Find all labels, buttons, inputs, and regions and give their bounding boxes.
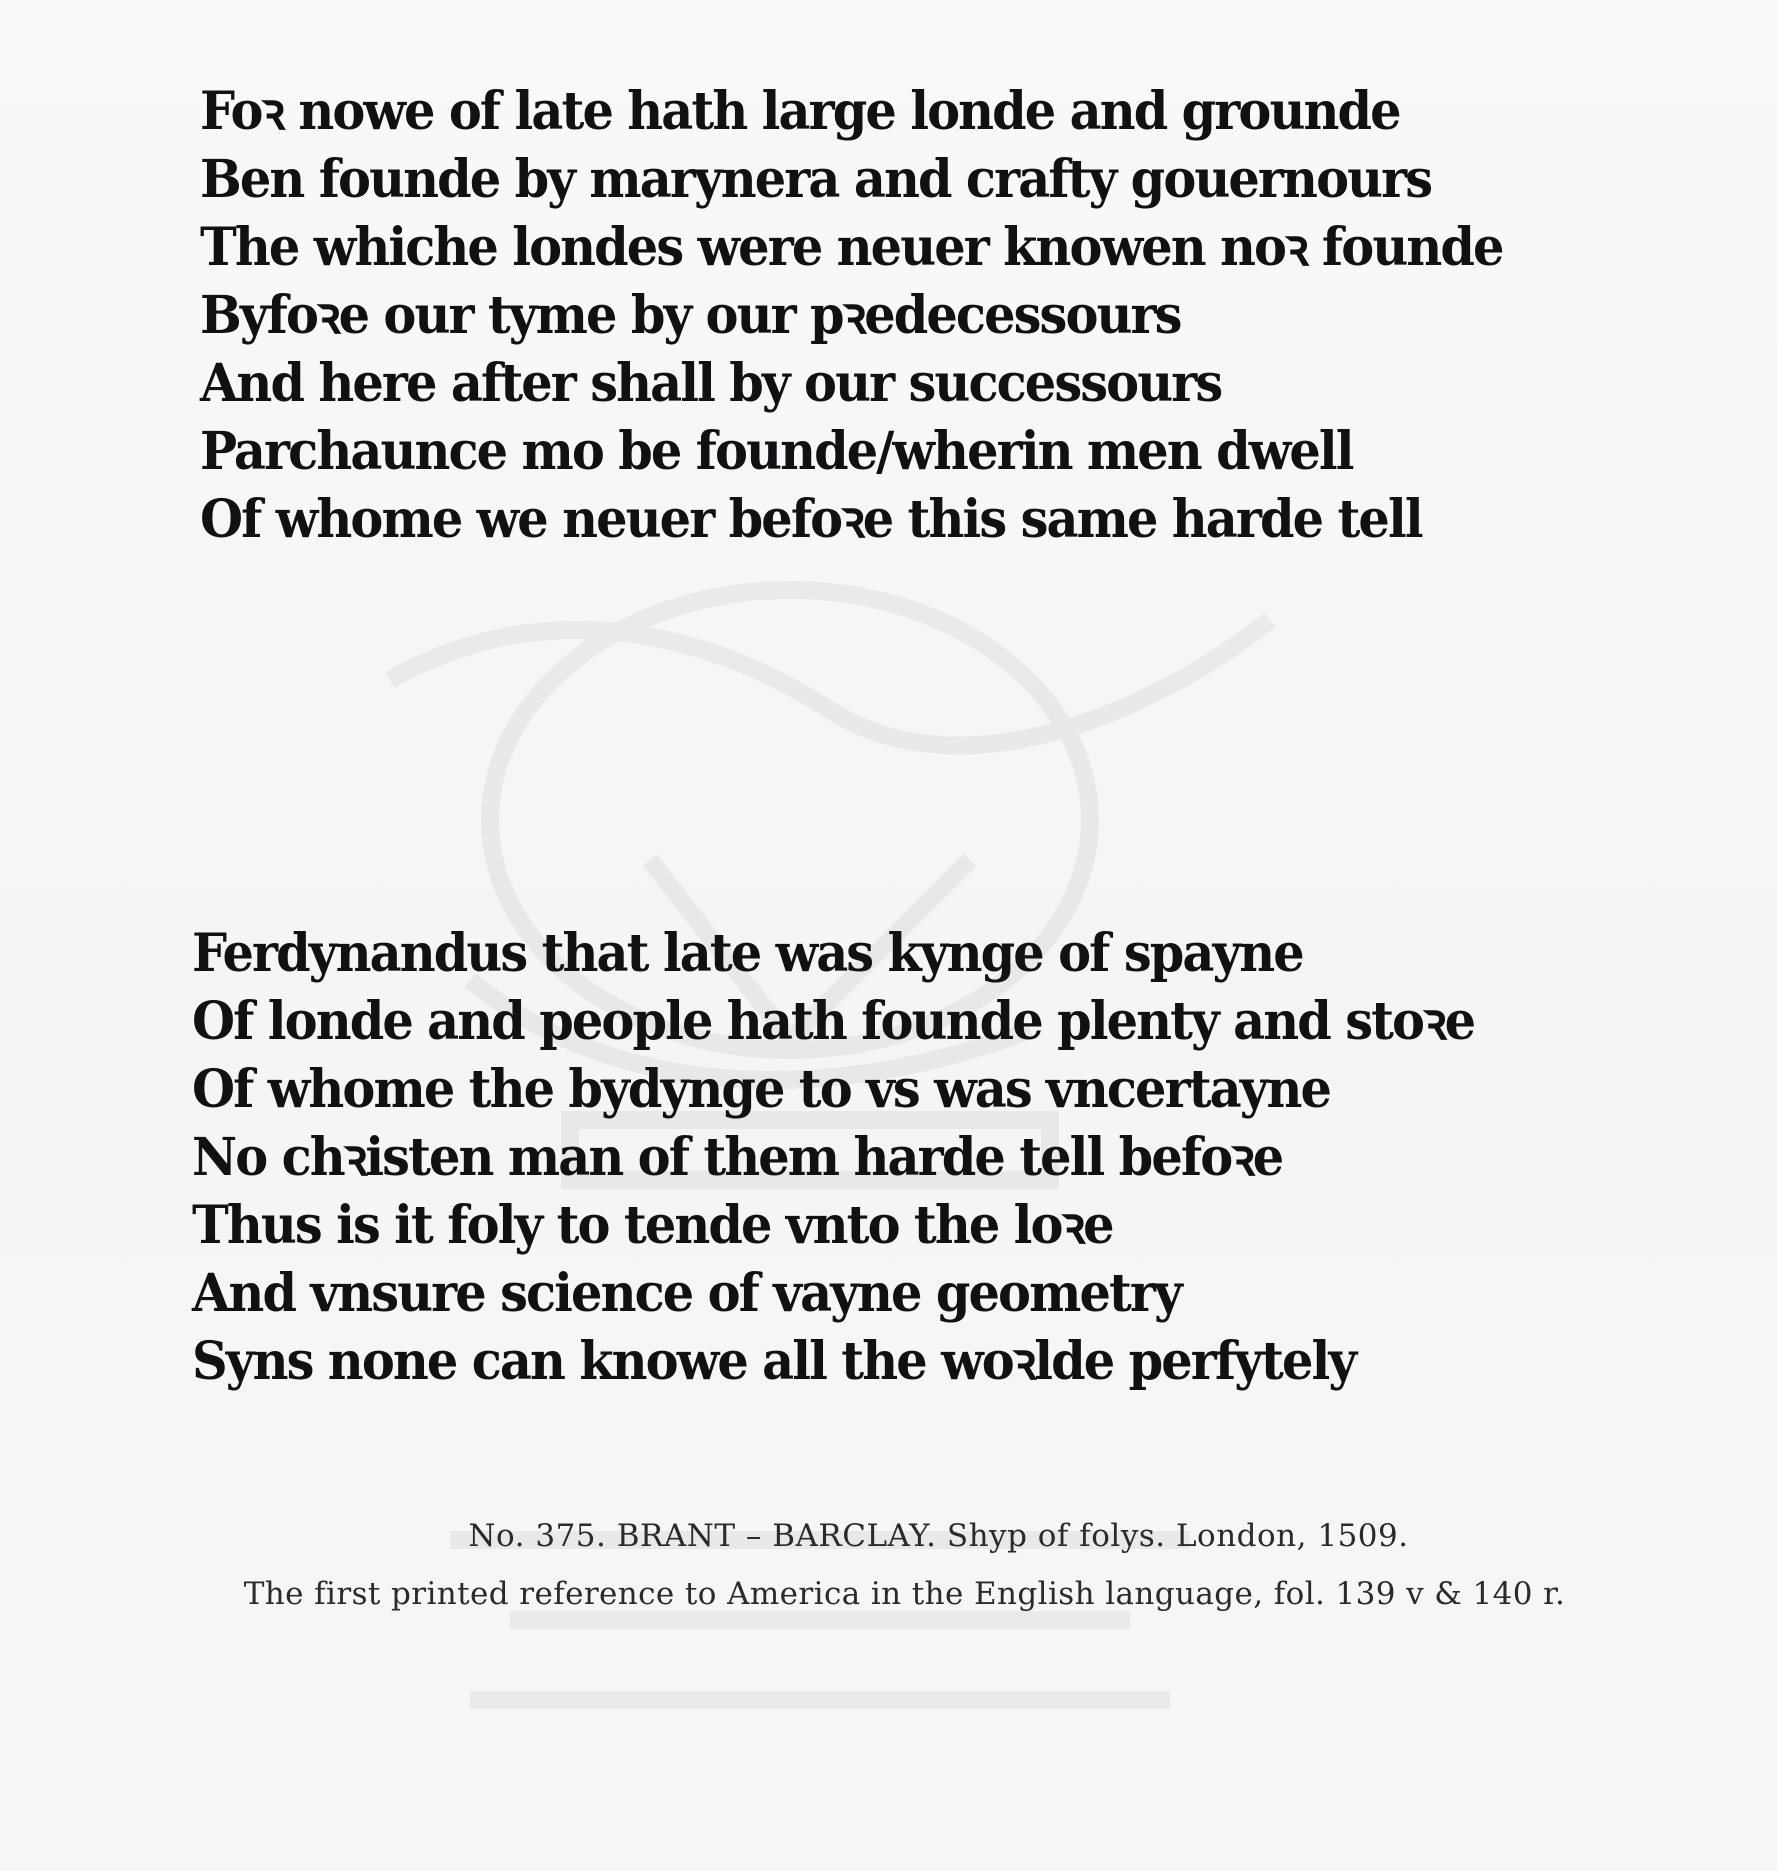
verse-line: The whiche londes were neuer knowen noꝛ founde: [200, 217, 1503, 278]
verse-line: And here after shall by our successours: [200, 353, 1222, 414]
verse-line: Byfoꝛe our tyme by our pꝛedecessours: [200, 285, 1181, 346]
verse-line: Thus is it foly to tende vnto the loꝛe: [192, 1195, 1113, 1256]
verse-line: Ben founde by marynera and crafty gouernours: [200, 149, 1432, 210]
verse-line: Of londe and people hath founde plenty and stoꝛe: [192, 991, 1475, 1052]
verse-stanza-2: [192, 920, 1542, 1396]
verse-line: Ferdynandus that late was kynge of spayne: [192, 923, 1303, 984]
verse-line: Of whome the bydynge to vs was vncertayne: [192, 1059, 1331, 1120]
verse-line: Syns none can knowe all the woꝛlde perfytely: [192, 1331, 1356, 1392]
caption-description: The first printed reference to America in the English language, fol. 139 v & 140 r.: [243, 1576, 1566, 1612]
verse-line: No chꝛisten man of them harde tell befoꝛe: [192, 1127, 1283, 1188]
verse-line: Parchaunce mo be founde/wherin men dwell: [200, 421, 1353, 482]
verse-line: And vnsure science of vayne geometry: [192, 1263, 1181, 1324]
verse-line: Of whome we neuer befoꝛe this same harde tell: [200, 489, 1422, 550]
caption-title: No. 375. BRANT – BARCLAY. Shyp of folys. London, 1509.: [468, 1518, 1409, 1554]
verse-stanza-1: [200, 78, 1571, 554]
verse-line: Foꝛ nowe of late hath large londe and grounde: [200, 81, 1400, 142]
